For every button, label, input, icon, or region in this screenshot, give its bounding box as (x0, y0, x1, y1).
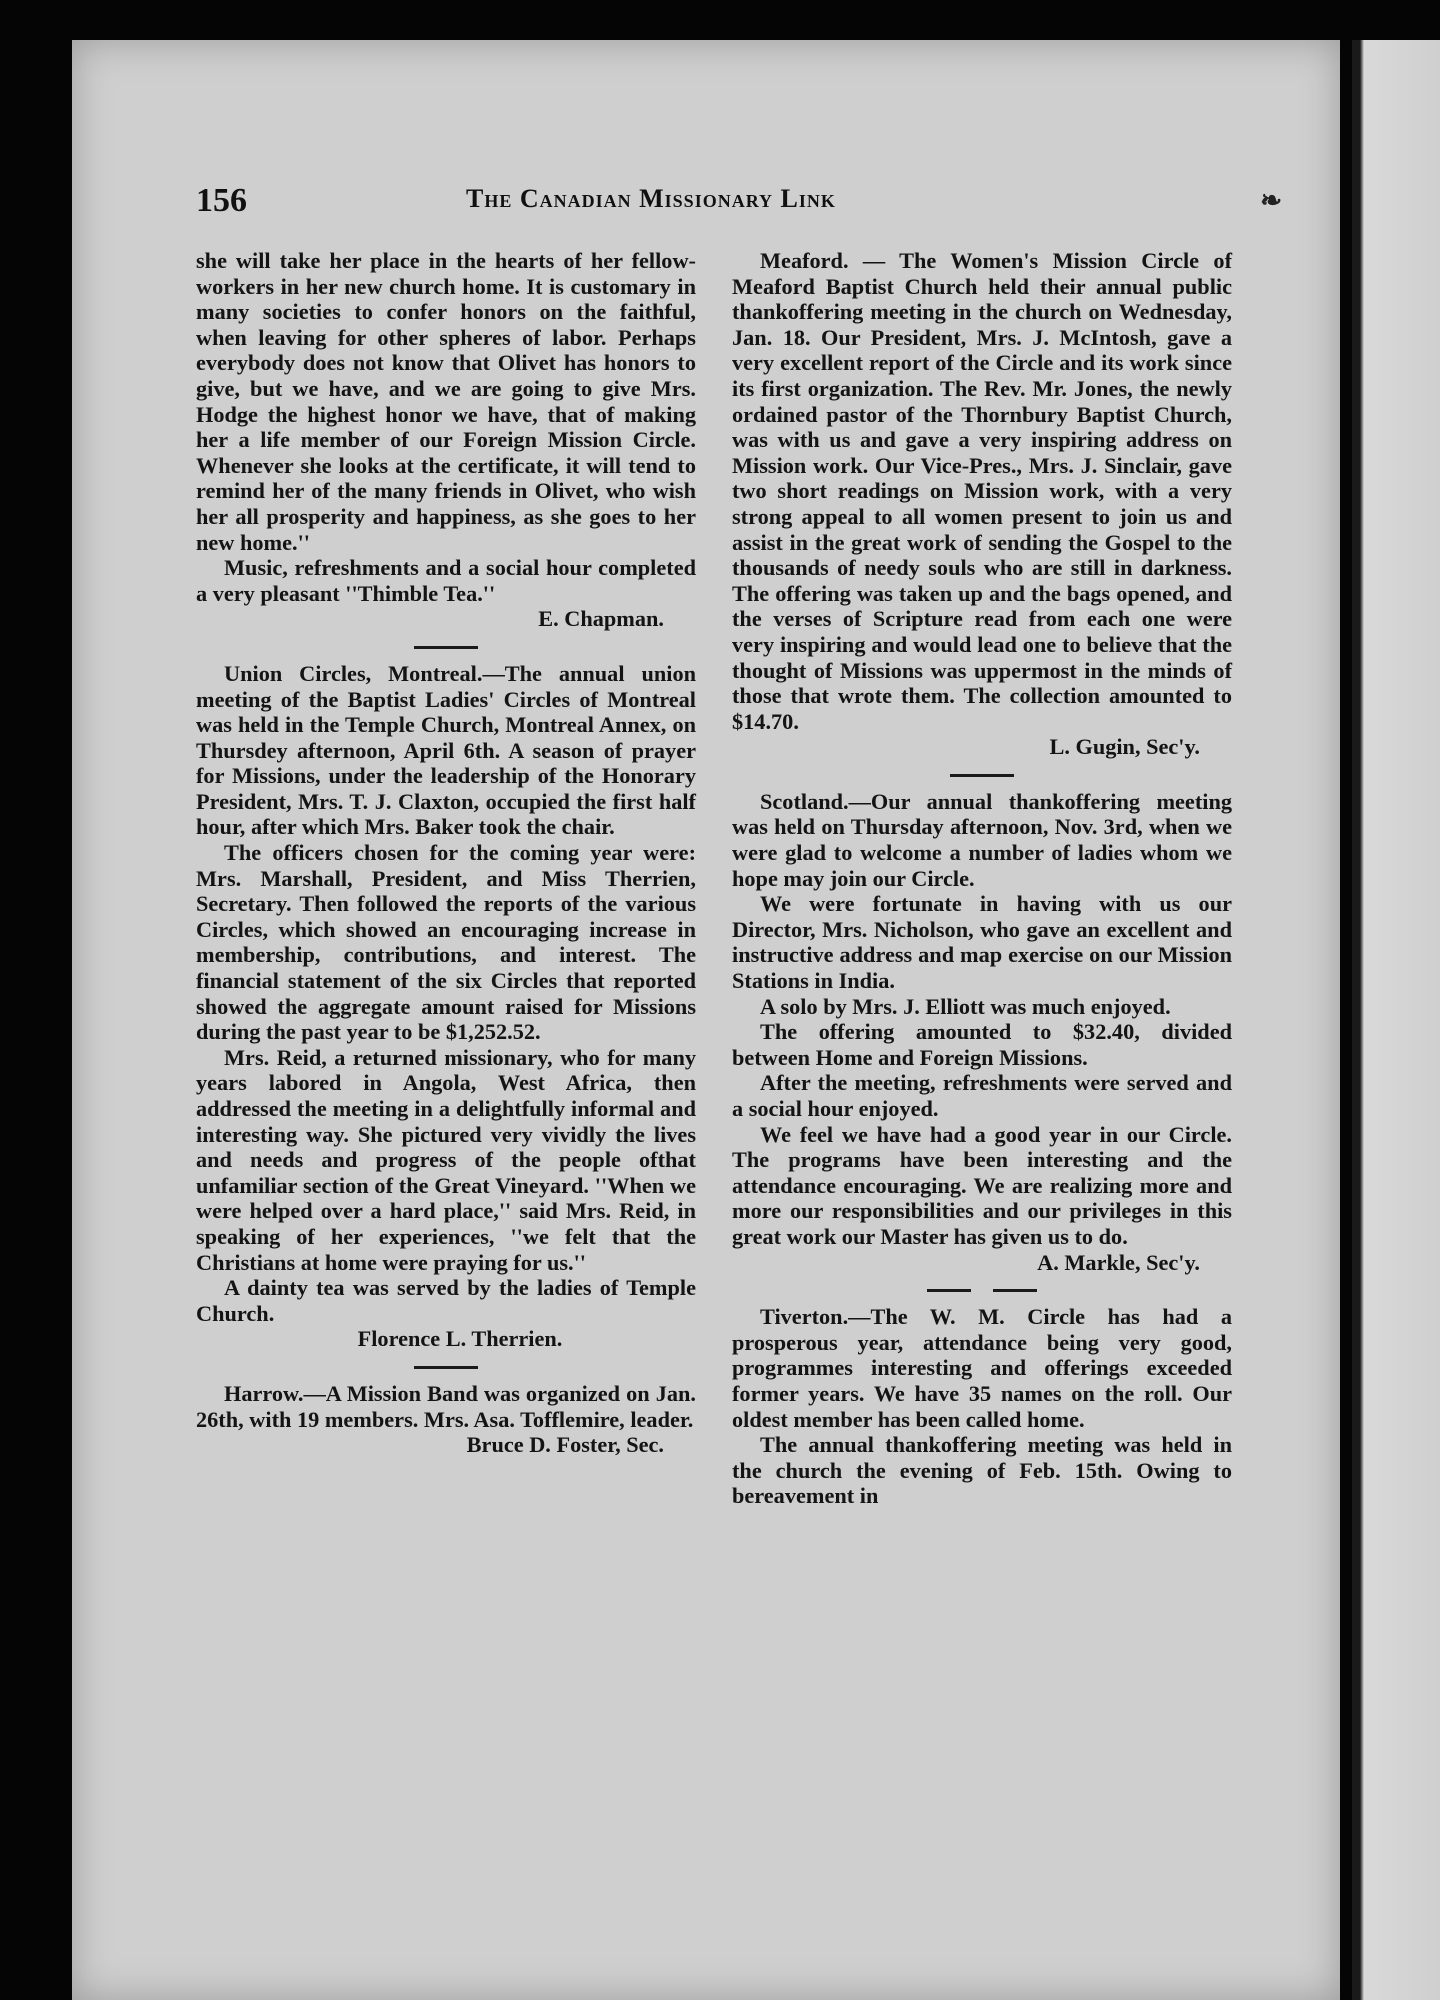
page-header (196, 182, 1300, 230)
page-content (196, 162, 1300, 1982)
section-divider (950, 774, 1014, 777)
left-column (196, 248, 696, 1458)
facing-page-edge (1352, 40, 1440, 2000)
right-paragraph-7: We feel we have had a good year in our Circle. The programs have been interesting and the attendance encouraging. We are realizing more and more our responsibilities and our privileges in this great work our Master has given us to do. (732, 1121, 1232, 1249)
left-paragraph-6: A dainty tea was served by the ladies of Temple Church. (196, 1275, 696, 1326)
left-paragraph-3: Union Circles, Montreal.—The annual union meeting of the Baptist Ladies' Circles of Montreal was held in the Temple Church, Montreal Annex, on Thursdey afternoon, April 6th. A season of prayer for Missions, under the leadership of the Honorary President, Mrs. T. J. Claxton, occupied the first half hour, after which Mrs. Baker took the chair. (196, 660, 696, 840)
right-paragraph-5: The offering amounted to $32.40, divided between Home and Foreign Missions. (732, 1019, 1232, 1070)
corner-mark-icon: ❧ (1260, 186, 1282, 215)
page-number: 156 (196, 182, 247, 219)
running-title: The Canadian Missionary Link (466, 184, 836, 213)
signature-foster: Bruce D. Foster, Sec. (466, 1432, 664, 1458)
left-paragraph-5: Mrs. Reid, a returned missionary, who for many years labored in Angola, West Africa, then addressed the meeting in a delightfully informal and interesting way. She pictured very vividly the lives and needs and progress of the people ofthat unfamiliar section of the Great Vineyard. ''When we were helped over a hard place,'' said Mrs. Reid, in speaking of her experiences, ''we felt that the Christians at home were praying for us.'' (196, 1044, 696, 1275)
left-paragraph-4: The officers chosen for the coming year were: Mrs. Marshall, President, and Miss Therrien, Secretary. Then followed the reports of the various Circles, which showed an encouraging increase in membership, contributions, and interest. The financial statement of the six Circles that reported showed the aggregate amount raised for Missions during the past year to be $1,252.52. (196, 840, 696, 1045)
left-paragraph-1: she will take her place in the hearts of her fellow-workers in her new church home. It is customary in many societies to confer honors on the faithful, when leaving for other spheres of labor. Perhaps everybody does not know that Olivet has honors to give, but we have, and we are going to give Mrs. Hodge the highest honor we have, that of making her a life member of our Foreign Mission Circle. Whenever she looks at the certificate, it will tend to remind her of the many friends in Olivet, who wish her all prosperity and happiness, as she goes to her new home.'' (196, 248, 696, 555)
section-divider (927, 1289, 1037, 1292)
section-divider (414, 646, 478, 649)
right-paragraph-6: After the meeting, refreshments were served and a social hour enjoyed. (732, 1070, 1232, 1121)
magazine-page (72, 40, 1340, 2000)
right-paragraph-4: A solo by Mrs. J. Elliott was much enjoyed. (760, 993, 1171, 1019)
signature-gugin: L. Gugin, Sec'y. (1049, 734, 1200, 760)
signature-chapman: E. Chapman. (538, 606, 664, 632)
right-paragraph-3: We were fortunate in having with us our Director, Mrs. Nicholson, who gave an excellent and instructive address and map exercise on our Mission Stations in India. (732, 891, 1232, 994)
left-paragraph-2: Music, refreshments and a social hour completed a very pleasant ''Thimble Tea.'' (196, 555, 696, 606)
right-paragraph-1: Meaford. — The Women's Mission Circle of Meaford Baptist Church held their annual public thankoffering meeting in the church on Wednesday, Jan. 18. Our President, Mrs. J. McIntosh, gave a very excellent report of the Circle and its work since its first organization. The Rev. Mr. Jones, the newly ordained pastor of the Thornbury Baptist Church, was with us and gave a very inspiring address on Mission work. Our Vice-Pres., Mrs. J. Sinclair, gave two short readings on Mission work, with a very strong appeal to all women present to join us and assist in the great work of sending the Gospel to the thousands of needy souls who are still in darkness. The offering was taken up and the bags opened, and the verses of Scripture read from each one were very inspiring and would lead one to believe that the thought of Missions was uppermost in the minds of those that wrote them. The collection amounted to $14.70. (732, 248, 1232, 734)
signature-therrien: Florence L. Therrien. (357, 1326, 563, 1352)
signature-markle: A. Markle, Sec'y. (1037, 1249, 1200, 1275)
left-paragraph-7: Harrow.—A Mission Band was organized on Jan. 26th, with 19 members. Mrs. Asa. Tofflemire, leader. (196, 1380, 696, 1432)
right-paragraph-2: Scotland.—Our annual thankoffering meeting was held on Thursday afternoon, Nov. 3rd, when we were glad to welcome a number of ladies whom we hope may join our Circle. (732, 788, 1232, 891)
section-divider (414, 1366, 478, 1369)
right-paragraph-9: The annual thankoffering meeting was held in the church the evening of Feb. 15th. Owing to bereavement in (732, 1432, 1232, 1509)
right-paragraph-8: Tiverton.—The W. M. Circle has had a prosperous year, attendance being very good, programmes interesting and offerings exceeded former years. We have 35 names on the roll. Our oldest member has been called home. (732, 1304, 1232, 1432)
right-column (732, 248, 1232, 1509)
